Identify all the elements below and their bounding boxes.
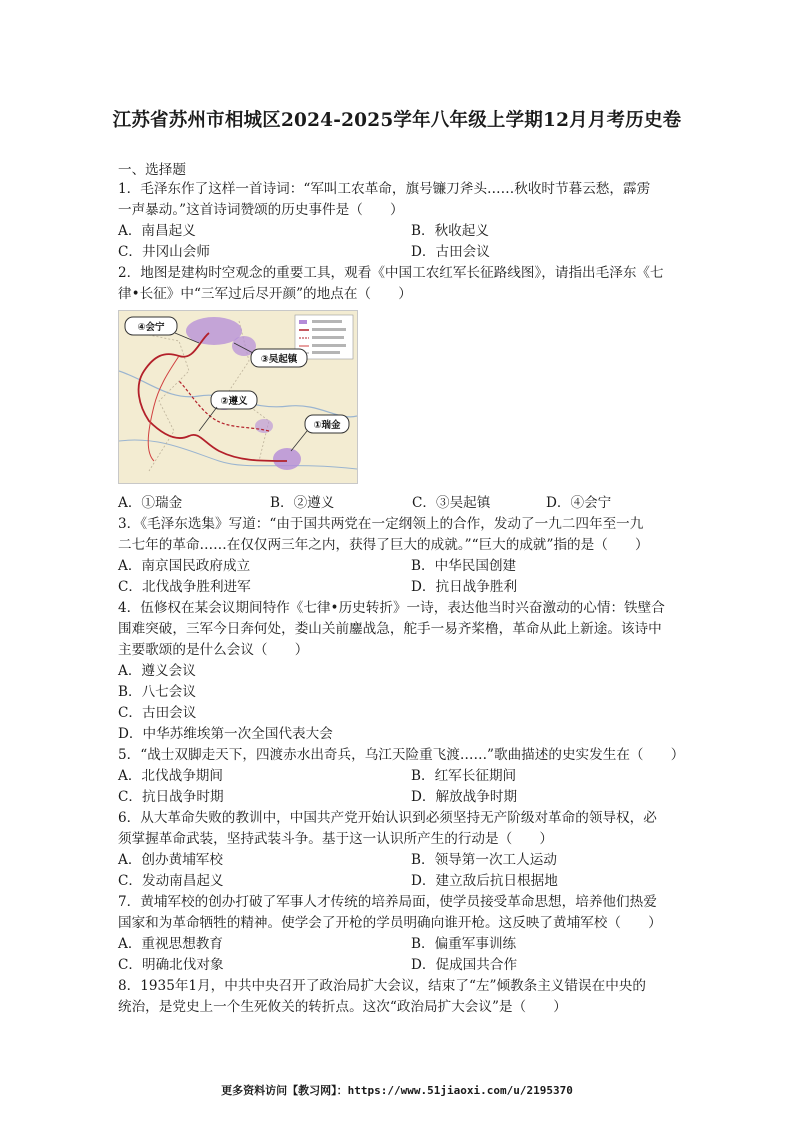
question-4-option-d: D．中华苏维埃第一次全国代表大会 [118, 726, 333, 742]
question-1-options-row-2 [118, 242, 678, 262]
question-7-options-row-2 [118, 955, 678, 975]
question-1-stem-line-2: 一声暴动。”这首诗词赞颂的历史事件是（ ） [118, 202, 404, 218]
question-4-option-c: C．古田会议 [118, 705, 197, 721]
question-6-option-c: C．发动南昌起义 [118, 873, 224, 889]
question-6-options-row-1 [118, 850, 678, 870]
map-graphic [119, 311, 357, 483]
question-2-option-c: C．③吴起镇 [412, 495, 491, 511]
question-7-stem-line-1: 7．黄埔军校的创办打破了军事人才传统的培养局面，使学员接受革命思想，培养他们热爱 [118, 894, 657, 910]
question-7-option-c: C．明确北伐对象 [118, 957, 224, 973]
question-1-options-row-1 [118, 221, 678, 241]
question-2-option-d: D．④会宁 [546, 495, 612, 511]
question-4-stem-line-1: 4．伍修权在某会议期间特作《七律•历史转折》一诗，表达他当时兴奋激动的心情：铁壁合 [118, 600, 665, 616]
question-3-option-d: D．抗日战争胜利 [411, 579, 518, 595]
question-6-stem-line-2: 须掌握革命武装，坚持武装斗争。基于这一认识所产生的行动是（ ） [118, 831, 553, 847]
question-6-options-row-2 [118, 871, 678, 891]
question-6-stem-line-1: 6．从大革命失败的教训中，中国共产党开始认识到必须坚持无产阶级对革命的领导权，必 [118, 810, 657, 826]
legend-region-swatch [299, 320, 307, 324]
question-5-option-d: D．解放战争时期 [411, 789, 518, 805]
section-heading: 一、选择题 [118, 162, 186, 178]
question-7-option-b: B．偏重军事训练 [411, 936, 517, 952]
label-huining: ④会宁 [137, 322, 165, 333]
question-5-stem-line-1: 5．“战士双脚走天下，四渡赤水出奇兵，乌江天险重飞渡……”歌曲描述的史实发生在（ ） [118, 747, 685, 763]
label-ruijin: ①瑞金 [313, 420, 341, 431]
question-7-option-d: D．促成国共合作 [411, 957, 518, 973]
question-4-option-b: B．八七会议 [118, 684, 196, 700]
question-2-option-b: B．②遵义 [270, 495, 335, 511]
question-7-option-a: A．重视思想教育 [118, 936, 223, 952]
question-1-stem-line-1: 1．毛泽东作了这样一首诗词：“军叫工农革命，旗号镰刀斧头……秋收时节暮云愁，霹雳 [118, 181, 651, 197]
question-7-stem-line-2: 国家和为革命牺牲的精神。使学会了开枪的学员明确向谁开枪。这反映了黄埔军校（ ） [118, 915, 662, 931]
question-1-option-a: A．南昌起义 [118, 223, 196, 239]
question-5-option-b: B．红军长征期间 [411, 768, 517, 784]
question-6-option-b: B．领导第一次工人运动 [411, 852, 557, 868]
question-4-stem-line-3: 主要歌颂的是什么会议（ ） [118, 642, 309, 658]
question-8-stem-line-1: 8．1935年1月，中共中央召开了政治局扩大会议，结束了“左”倾教条主义错误在中央的 [118, 978, 646, 994]
page-title: 江苏省苏州市相城区2024-2025学年八年级上学期12月月考历史卷 [112, 110, 682, 131]
question-3-option-a: A．南京国民政府成立 [118, 558, 251, 574]
question-6-option-d: D．建立敌后抗日根据地 [411, 873, 558, 889]
question-3-stem-line-2: 二七年的革命……在仅仅两三年之内，获得了巨大的成就。”“巨大的成就”指的是（ ） [118, 537, 649, 553]
label-wuqi: ③吴起镇 [260, 354, 298, 365]
question-2-stem-line-1: 2．地图是建构时空观念的重要工具，观看《中国工农红军长征路线图》，请指出毛泽东《七 [118, 265, 664, 281]
question-8-stem-line-2: 统治，是党史上一个生死攸关的转折点。这次“政治局扩大会议”是（ ） [118, 999, 567, 1015]
label-zunyi: ②遵义 [220, 396, 248, 407]
long-march-route-map [118, 310, 358, 484]
question-5-options-row-1 [118, 766, 678, 786]
question-7-options-row-1 [118, 934, 678, 954]
question-3-options-row-1 [118, 556, 678, 576]
question-1-option-d: D．古田会议 [411, 244, 490, 260]
footer-link-text: 更多资料访问【教习网】：https://www.51jiaoxi.com/u/2195370 [221, 1084, 573, 1097]
question-2-options-row [118, 493, 611, 513]
question-1-option-c: C．井冈山会师 [118, 244, 210, 260]
question-4-option-a: A．遵义会议 [118, 663, 196, 679]
question-2-stem-line-2: 律•长征》中“三军过后尽开颜”的地点在（ ） [118, 286, 412, 302]
question-3-option-c: C．北伐战争胜利进军 [118, 579, 251, 595]
question-3-options-row-2 [118, 577, 678, 597]
question-5-options-row-2 [118, 787, 678, 807]
question-5-option-a: A．北伐战争期间 [118, 768, 223, 784]
question-3-stem-line-1: 3．《毛泽东选集》写道：“由于国共两党在一定纲领上的合作，发动了一九二四年至一九 [118, 516, 644, 532]
question-5-option-c: C．抗日战争时期 [118, 789, 224, 805]
base-region-ruijin [273, 448, 301, 470]
question-1-option-b: B．秋收起义 [411, 223, 489, 239]
question-6-option-a: A．创办黄埔军校 [118, 852, 223, 868]
question-3-option-b: B．中华民国创建 [411, 558, 517, 574]
question-4-stem-line-2: 围难突破，三军今日奔何处，娄山关前鏖战急，舵手一易齐桨橹，革命从此上新途。该诗中 [118, 621, 662, 637]
base-region-4 [255, 419, 273, 433]
question-2-option-a: A．①瑞金 [118, 495, 183, 511]
